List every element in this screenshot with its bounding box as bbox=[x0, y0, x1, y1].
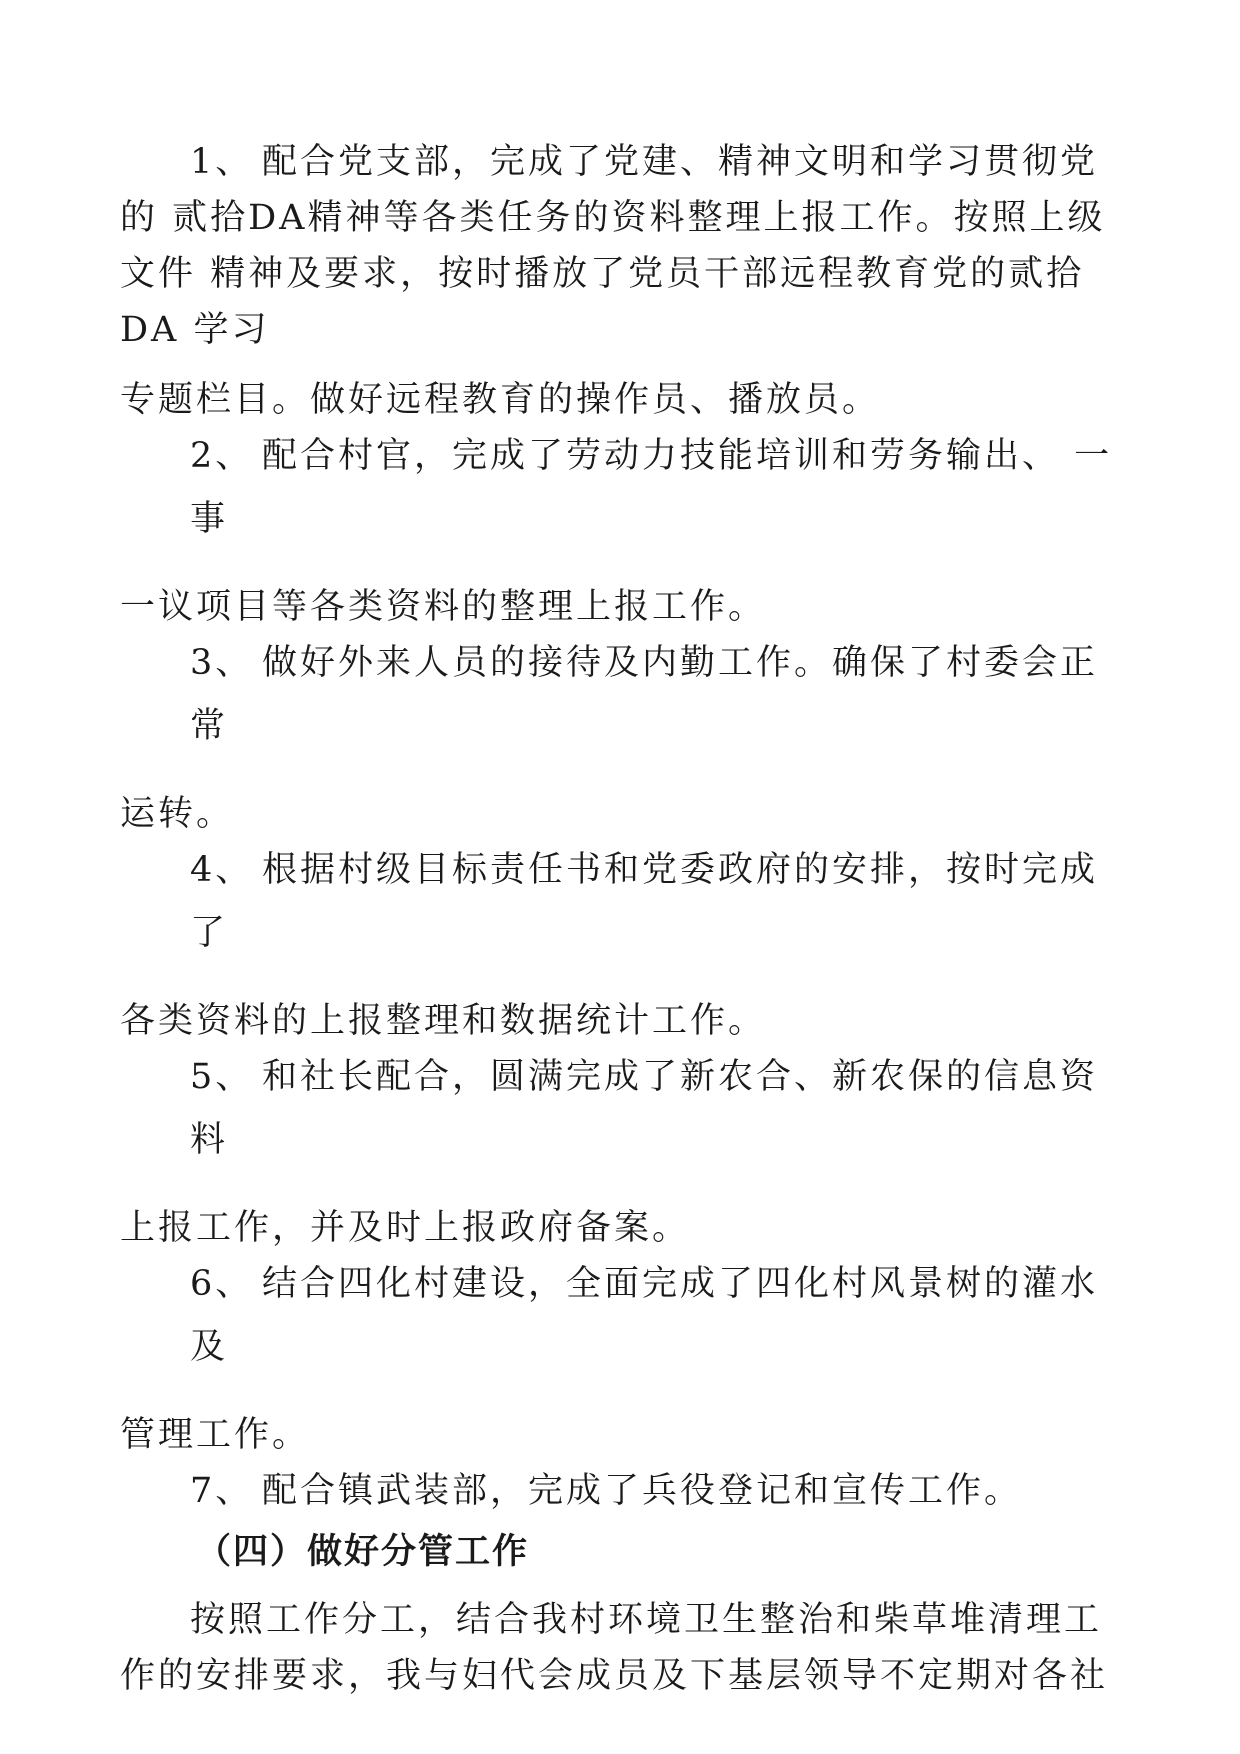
item-3-line-2: 常 bbox=[190, 706, 229, 746]
item-1-line-2: 的 贰拾DA精神等各类任务的资料整理上报工作。按照上级 bbox=[120, 198, 1106, 238]
item-6-number: 6、 bbox=[190, 1264, 254, 1304]
item-1-line-5: 专题栏目。做好远程教育的操作员、播放员。 bbox=[120, 380, 881, 420]
item-2-number: 2、 bbox=[190, 436, 254, 476]
item-6-line-3: 管理工作。 bbox=[120, 1415, 311, 1455]
item-7-number: 7、 bbox=[190, 1471, 254, 1511]
item-5-text: 和社长配合，圆满完成了新农合、新农保的信息资 bbox=[262, 1057, 1099, 1097]
item-5-line-3: 上报工作，并及时上报政府备案。 bbox=[120, 1208, 691, 1248]
item-6-line-2: 及 bbox=[190, 1327, 229, 1367]
item-3-line-1 bbox=[190, 641, 1098, 685]
item-6-line-1 bbox=[190, 1262, 1098, 1306]
item-5-number: 5、 bbox=[190, 1057, 254, 1097]
section-heading: （四）做好分管工作 bbox=[196, 1532, 530, 1572]
item-4-line-1 bbox=[190, 848, 1098, 892]
item-4-line-3: 各类资料的上报整理和数据统计工作。 bbox=[120, 1001, 767, 1041]
item-7-text: 配合镇武装部，完成了兵役登记和宣传工作。 bbox=[262, 1471, 1023, 1511]
item-4-line-2: 了 bbox=[190, 913, 229, 953]
item-2-line-2: 事 bbox=[190, 499, 229, 539]
item-4-number: 4、 bbox=[190, 850, 254, 890]
item-1-number: 1、 bbox=[190, 142, 254, 182]
item-3-line-3: 运转。 bbox=[120, 794, 235, 834]
item-1-text: 配合党支部，完成了党建、精神文明和学习贯彻党 bbox=[262, 142, 1099, 182]
item-5-line-2: 料 bbox=[190, 1120, 229, 1160]
item-2-line-1 bbox=[190, 434, 1112, 478]
item-1-line-1 bbox=[190, 140, 1098, 184]
item-3-text: 做好外来人员的接待及内勤工作。确保了村委会正 bbox=[262, 643, 1099, 683]
closing-paragraph-line-1: 按照工作分工，结合我村环境卫生整治和柴草堆清理工 bbox=[190, 1600, 1103, 1640]
item-1-line-3: 文件 精神及要求，按时播放了党员干部远程教育党的贰拾 bbox=[120, 254, 1085, 294]
closing-paragraph-line-2: 作的安排要求，我与妇代会成员及下基层领导不定期对各社 bbox=[120, 1656, 1109, 1696]
item-2-line-3: 一议项目等各类资料的整理上报工作。 bbox=[120, 587, 767, 627]
item-7-line-1 bbox=[190, 1469, 1022, 1513]
item-3-number: 3、 bbox=[190, 643, 254, 683]
item-4-text: 根据村级目标责任书和党委政府的安排，按时完成 bbox=[262, 850, 1099, 890]
item-6-text: 结合四化村建设，全面完成了四化村风景树的灌水 bbox=[262, 1264, 1099, 1304]
item-2-text: 配合村官，完成了劳动力技能培训和劳务输出、 一 bbox=[262, 436, 1113, 476]
item-5-line-1 bbox=[190, 1055, 1098, 1099]
item-1-line-4: DA 学习 bbox=[120, 310, 270, 350]
